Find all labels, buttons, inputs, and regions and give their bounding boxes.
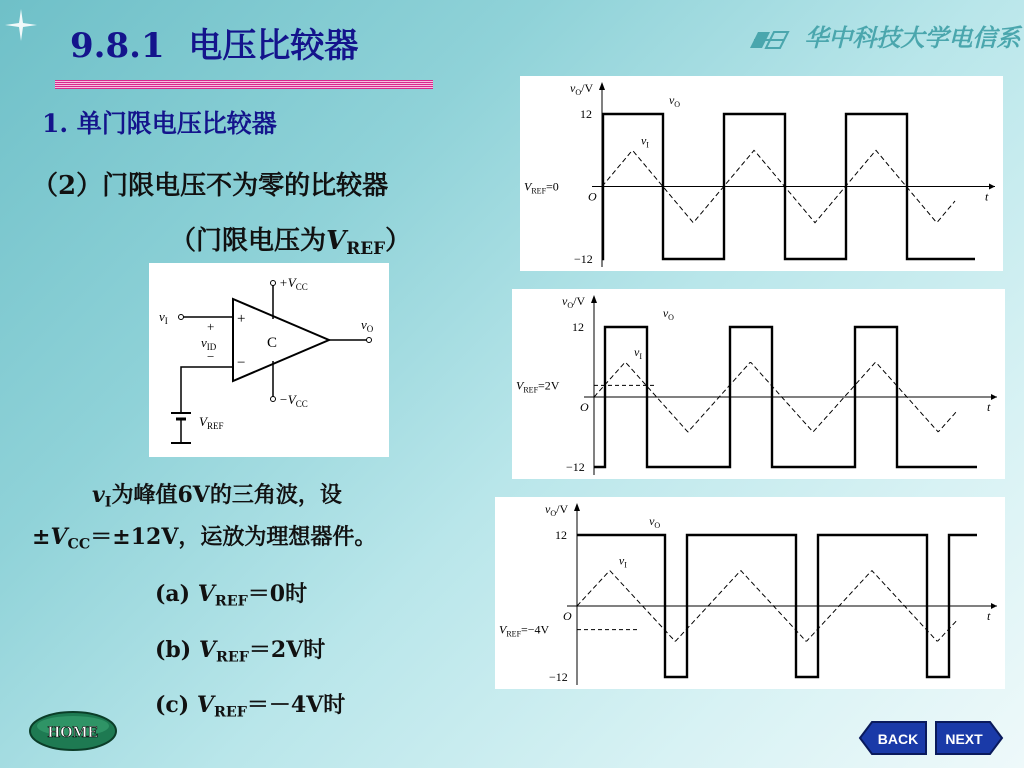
school-emblem-icon <box>748 28 790 52</box>
vref-label: $V_{REF}=2V$ <box>516 378 560 395</box>
title-text: 电压比较器 <box>188 26 359 66</box>
waveform-plot-a <box>520 76 1003 271</box>
y-axis-label: $v_O/V$ <box>545 502 569 518</box>
x-axis-arrow <box>989 184 995 190</box>
next-button-label: NEXT <box>945 731 983 747</box>
vi-label: $v_I$ <box>618 553 627 570</box>
y-axis-label: $v_O/V$ <box>562 294 586 310</box>
vi-label: $v_I$ <box>634 345 643 361</box>
vcc-negative-label: $-V_{CC}$ <box>279 392 308 409</box>
vo-label: $v_O$ <box>668 93 681 109</box>
origin-label: O <box>580 400 589 414</box>
page-title <box>70 18 358 67</box>
tick-label-low: −12 <box>549 670 568 684</box>
case-c: (c) $V_{REF}=-4V$时 <box>155 692 346 721</box>
tick-label-high: 12 <box>572 320 584 334</box>
vref-label: $V_{REF}=0$ <box>524 179 559 196</box>
case-a: (a) $V_{REF}=0$时 <box>155 581 308 610</box>
case-b: (b) $V_{REF}=2V$时 <box>155 637 326 666</box>
heading-threshold-vref: （门限电压为$V_{REF}$） <box>170 226 412 259</box>
home-button[interactable] <box>28 710 118 752</box>
description-line-1: $v_I$为峰值6V的三角波，设 <box>92 482 342 511</box>
heading-nonzero-threshold: （2）门限电压不为零的比较器 <box>32 171 389 201</box>
back-button-label: BACK <box>877 731 919 747</box>
waveform-plot-c <box>495 497 1005 689</box>
heading-single-threshold: 1. 单门限电压比较器 <box>42 109 277 138</box>
vi-label: $v_I$ <box>640 133 649 150</box>
vref-label: $V_{REF}$ <box>199 414 224 431</box>
x-axis-arrow <box>991 603 997 609</box>
tick-label-low: −12 <box>566 460 585 474</box>
minus-terminal-label: − <box>237 355 246 371</box>
tick-label-low: −12 <box>574 252 593 266</box>
t-axis-label: t <box>985 189 989 204</box>
y-axis-arrow <box>574 503 580 511</box>
t-axis-label: t <box>987 400 991 414</box>
next-button[interactable] <box>934 718 1004 758</box>
x-axis-arrow <box>991 394 997 400</box>
home-button-label: HOME <box>47 724 99 741</box>
school-name: 华中科技大学电信系 <box>804 23 1021 52</box>
comparator-label: C <box>267 335 278 351</box>
comparator-symbol <box>233 299 329 381</box>
waveform-plot-b <box>512 289 1005 479</box>
vo-label: $v_O$ <box>662 306 674 322</box>
vcc-positive-label: $+V_{CC}$ <box>279 275 308 292</box>
y-axis-label: $v_O/V$ <box>570 81 594 97</box>
title-underline <box>55 80 433 89</box>
t-axis-label: t <box>987 609 991 623</box>
plus-terminal-label: + <box>237 311 246 327</box>
comparator-circuit-diagram <box>149 263 389 457</box>
tick-label-high: 12 <box>555 528 567 542</box>
school-logo <box>748 18 1021 52</box>
svg-text:−: − <box>207 349 215 364</box>
back-button[interactable] <box>858 718 928 758</box>
tick-label-high: 12 <box>580 107 592 121</box>
y-axis-arrow <box>599 82 605 90</box>
origin-label: O <box>563 609 572 623</box>
sparkle-icon <box>4 8 38 42</box>
y-axis-arrow <box>591 295 597 303</box>
input-label: $v_I$ <box>159 309 168 326</box>
description-line-2: $\pm V_{CC}=\pm 12V$，运放为理想器件。 <box>32 524 377 553</box>
output-label: $v_O$ <box>361 317 374 334</box>
section-number: 9.8.1 <box>70 26 165 66</box>
vref-label: $V_{REF}=-4V$ <box>499 622 550 639</box>
origin-label: O <box>588 189 597 204</box>
vo-label: $v_O$ <box>649 514 661 530</box>
diff-voltage-label: $v_{ID}$ <box>201 335 217 352</box>
svg-text:+: + <box>207 319 215 334</box>
